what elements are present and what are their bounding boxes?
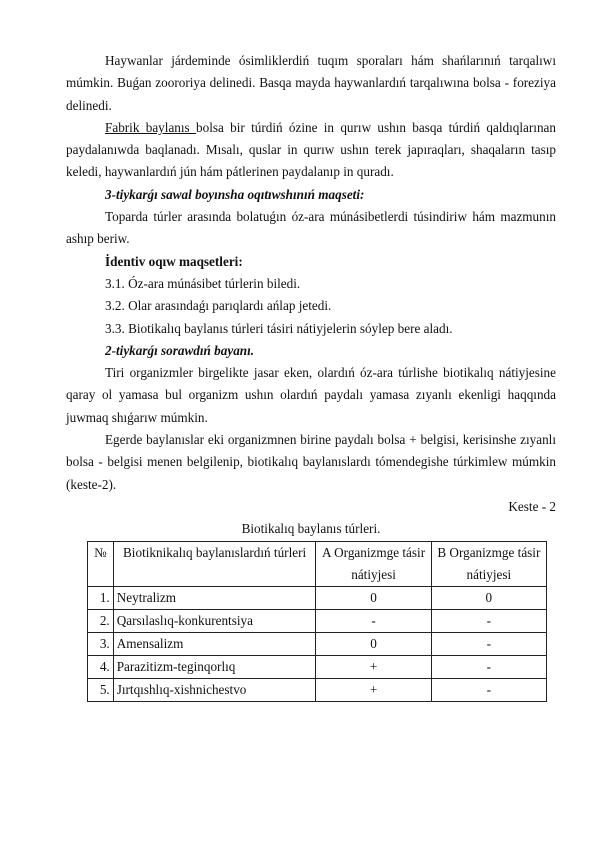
effect-b: - <box>431 678 546 701</box>
effect-b: - <box>431 655 546 678</box>
table-row <box>88 678 547 701</box>
heading-teacher-goal: 3-tiykarǵı sawal boyınsha oqıtıwshınıń maqseti: <box>105 186 365 202</box>
relation-name: Qarsılaslıq-konkurentsiya <box>113 609 316 632</box>
paragraph-zoororiya: Haywanlar járdeminde ósimliklerdiń tuqım sporaları hám shańlarınıń tarqalıwı múmkin. Buǵan zoororiya delinedi. Basqa mayda haywanlardıń tarqalıwına bolsa - foreziya delinedi. <box>66 53 556 113</box>
table-row <box>88 632 547 655</box>
header-organism-b: B Organizmge tásir nátiyjesi <box>431 541 546 586</box>
document-page <box>66 50 556 702</box>
header-type: Biotiknikalıq baylanıslardıń túrleri <box>113 541 316 586</box>
learning-goal-item: 3.3. Biotikalıq baylanıs túrleri tásiri nátiyjelerin sóylep bere aladı. <box>105 320 453 336</box>
row-number: 4. <box>88 655 114 678</box>
effect-b: - <box>431 632 546 655</box>
effect-a: - <box>316 609 431 632</box>
effect-a: + <box>316 655 431 678</box>
effect-a: + <box>316 678 431 701</box>
table-title: Biotikalıq baylanıs túrleri. <box>241 521 381 537</box>
row-number: 3. <box>88 632 114 655</box>
table-row <box>88 609 547 632</box>
paragraph-fabrik <box>66 117 556 184</box>
paragraph-fabrik-text: bolsa bir túrdiń ózine in qurıw ushın basqa túrdiń qaldıqlarınan paydalanıwda baqlanadı. Mısalı, quslar in qurıw ushın terek japıraqları, shaqaların tasıp keledi, haywanlardıń jún hám pátlerinen paydalanıp in quradı. <box>66 119 556 180</box>
relation-name: Jırtqıshlıq-xishnichestvo <box>113 678 316 701</box>
relation-name: Parazitizm-teginqorlıq <box>113 655 316 678</box>
effect-a: 0 <box>316 586 431 609</box>
table-reference: Keste - 2 <box>508 498 556 514</box>
biotic-relations-table <box>87 541 547 702</box>
relation-name: Neytralizm <box>113 586 316 609</box>
table-row <box>88 586 547 609</box>
row-number: 5. <box>88 678 114 701</box>
heading-question-2: 2-tiykarǵı sorawdıń bayanı. <box>105 342 255 358</box>
learning-goal-item: 3.1. Óz-ara múnásibet túrlerin biledi. <box>105 275 301 291</box>
effect-b: - <box>431 609 546 632</box>
term-fabrik-baylanis: Fabrik baylanıs <box>105 119 196 135</box>
table-row <box>88 655 547 678</box>
heading-learning-goals: İdentiv oqıw maqsetleri: <box>105 253 243 269</box>
effect-b: 0 <box>431 586 546 609</box>
row-number: 2. <box>88 609 114 632</box>
relation-name: Amensalizm <box>113 632 316 655</box>
paragraph-signs: Egerde baylanıslar eki organizmnen birine paydalı bolsa + belgisi, kerisinshe zıyanlı bolsa - belgisi menen belgilenip, biotikalıq baylanıslardı tómendegishe túrkimlew múmkin (keste-2). <box>66 432 556 492</box>
learning-goal-item: 3.2. Olar arasındaǵı parıqlardı ańlap jetedi. <box>105 298 332 314</box>
row-number: 1. <box>88 586 114 609</box>
paragraph-goal: Toparda túrler arasında bolatuǵın óz-ara múnásibetlerdi túsindiriw hám mazmunın ashıp beriw. <box>66 209 556 247</box>
header-number: № <box>88 541 114 586</box>
table-header-row <box>88 541 547 586</box>
header-organism-a: A Organizmge tásir nátiyjesi <box>316 541 431 586</box>
paragraph-organisms: Tiri organizmler birgelikte jasar eken, olardıń óz-ara túrlishe biotikalıq nátiyjesine qaray ol yamasa bul organizm ushın olardıń paydalı yamasa zıyanlı ekenligi haqqında juwmaq shıǵarıw múmkin. <box>66 365 556 425</box>
effect-a: 0 <box>316 632 431 655</box>
